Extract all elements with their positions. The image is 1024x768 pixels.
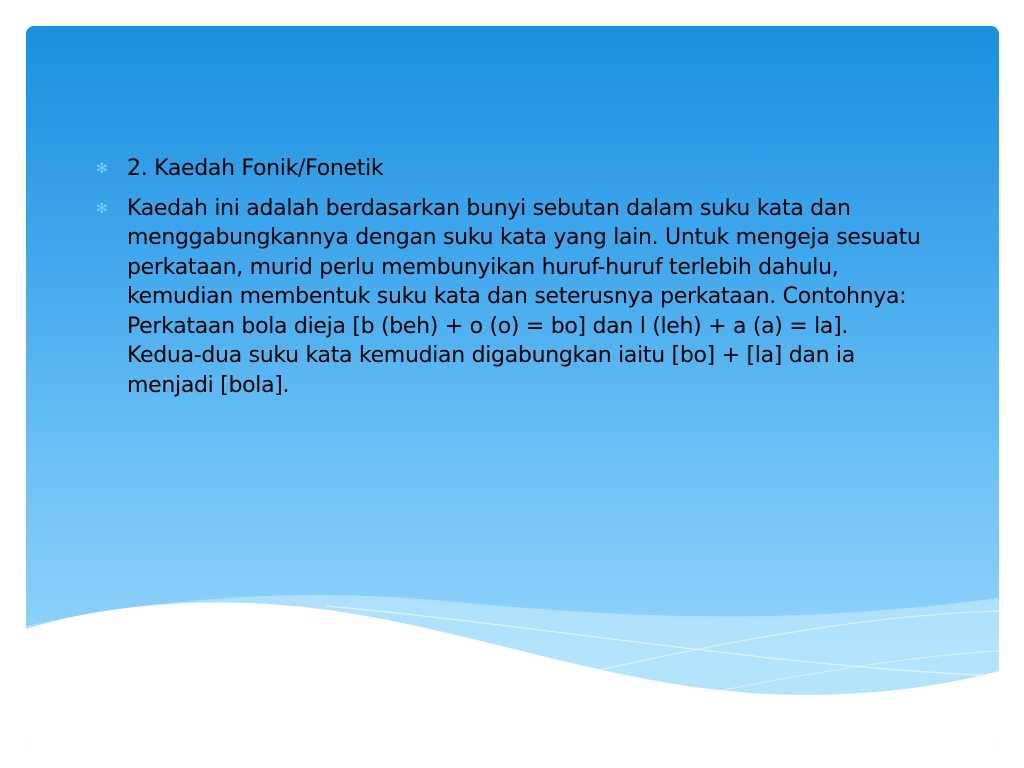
asterisk-bullet-icon: ✻ bbox=[96, 161, 108, 177]
bullet-list bbox=[96, 154, 926, 400]
bullet-item-method-title bbox=[96, 154, 926, 184]
bullet-text: 2. Kaedah Fonik/Fonetik bbox=[127, 156, 384, 181]
slide-content bbox=[96, 154, 926, 410]
asterisk-bullet-icon: ✻ bbox=[96, 200, 108, 217]
bullet-text: Kaedah ini adalah berdasarkan bunyi sebutan dalam suku kata dan menggabungkannya dengan suku kata yang lain. Untuk mengeja sesuatu perkataan, murid perlu membunyikan huruf-huruf terlebih dahulu, kemudian membentuk suku kata dan seterusnya perkataan. Contohnya: Perkataan bola dieja [b (beh) + o (o) = bo] dan l (leh) + a (a) = la]. Kedua-dua suku kata kemudian digabungkan iaitu [bo] + [la] dan ia menjadi [bola]. bbox=[127, 195, 921, 398]
bullet-item-method-description bbox=[96, 194, 926, 401]
